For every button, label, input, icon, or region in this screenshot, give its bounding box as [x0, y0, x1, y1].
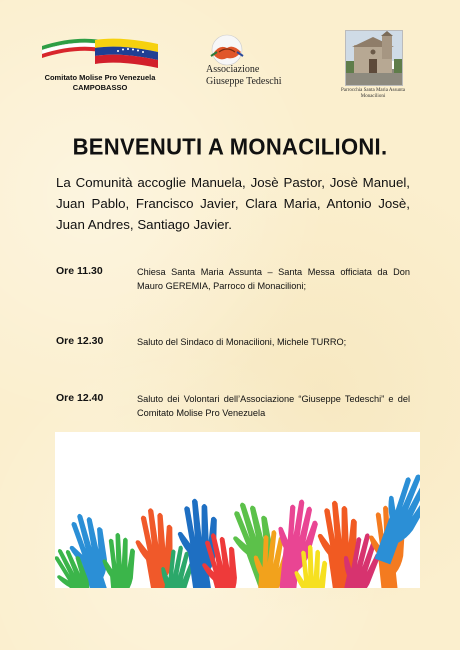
schedule-text-2: Saluto del Sindaco di Monacilioni, Michele TURRO;: [137, 337, 347, 347]
church-photo: [345, 30, 403, 86]
church-caption: [333, 88, 413, 100]
association-name-line2: Giuseppe Tedeschi: [206, 76, 282, 87]
italy-venezuela-flag-logo: [40, 32, 160, 76]
schedule-text-3: Saluto dei Volontari dell’Associazione “Giuseppe Tedeschi” e del Comitato Molise Pro Venezuela: [137, 394, 410, 418]
association-name: [206, 64, 296, 88]
schedule-time-1: Ore 11.30: [56, 265, 103, 277]
welcome-paragraph: La Comunità accoglie Manuela, Josè Pastor, Josè Manuel, Juan Pablo, Francisco Javier, Clara Maria, Antonio Josè, Juan Andres, Santiago Javier.: [56, 175, 410, 232]
schedule-time-2: Ore 12.30: [56, 335, 104, 347]
raised-hands-illustration: [55, 432, 420, 588]
church-caption-line1: Parrocchia Santa Maria Assunta: [340, 88, 405, 93]
church-caption-line2: Monacilioni: [360, 94, 386, 99]
hands-group: [55, 468, 420, 588]
schedule-text-1: Chiesa Santa Maria Assunta – Santa Messa officiata da Don Mauro GEREMIA, Parroco di Monacilioni;: [137, 267, 410, 291]
hands-svg: [55, 432, 420, 588]
association-name-line1: Associazione: [206, 64, 260, 75]
committee-city: CAMPOBASSO: [72, 83, 128, 92]
committee-name: [35, 73, 165, 93]
committee-name-line1: Comitato Molise Pro Venezuela: [44, 73, 156, 82]
schedule-time-3: Ore 12.40: [56, 392, 104, 404]
page-title: BENVENUTI A MONACILIONI.: [72, 133, 388, 160]
